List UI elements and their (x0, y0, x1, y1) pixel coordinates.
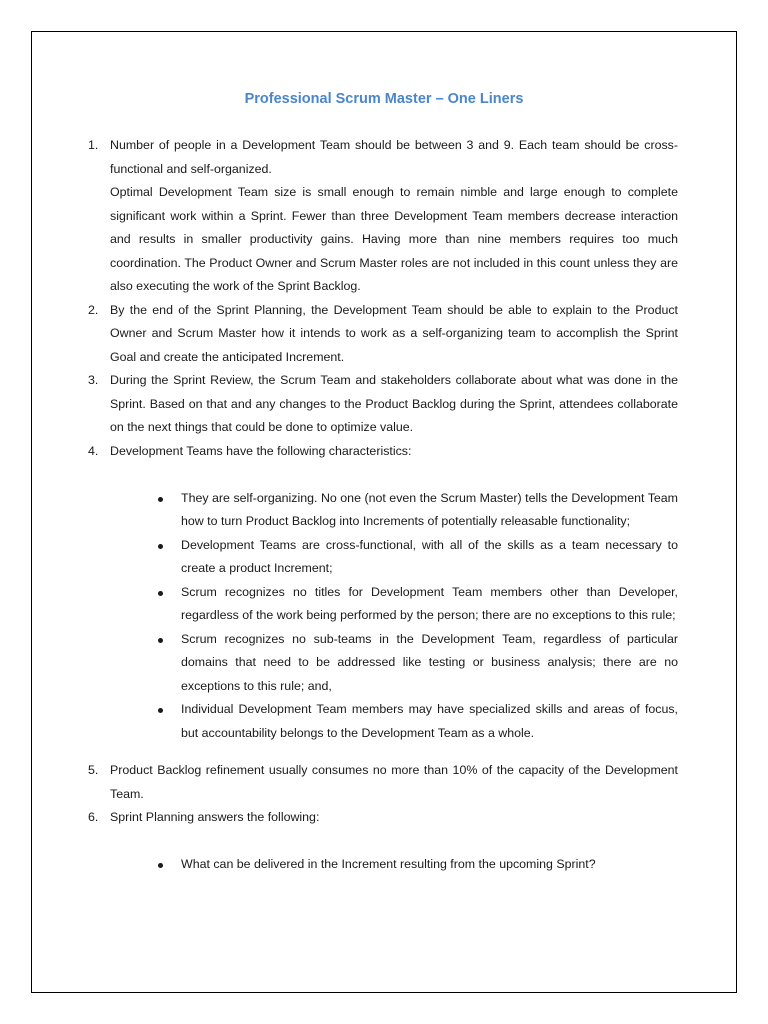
item-text-continued: Optimal Development Team size is small enough to remain nimble and large enough to complete significant work within a Sprint. Fewer than three Development Team members decrease interaction and results in smaller productivity gains. Having more than nine members requires too much coordination. The Product Owner and Scrum Master roles are not included in this count unless they are also executing the work of the Sprint Backlog. (110, 185, 678, 293)
list-item-4 (82, 440, 678, 760)
list-item-1 (82, 134, 678, 299)
bullet-item (110, 581, 678, 628)
bullet-text: They are self-organizing. No one (not even the Scrum Master) tells the Development Team how to turn Product Backlog into Increments of potentially releasable functionality; (181, 490, 678, 528)
item-number: 2. (88, 302, 99, 317)
bullet-text: What can be delivered in the Increment resulting from the upcoming Sprint? (181, 857, 596, 871)
item-number: 3. (88, 373, 99, 387)
item-number: 4. (88, 443, 99, 458)
bullet-text: Development Teams are cross-functional, with all of the skills as a team necessary to create a product Increment; (181, 537, 678, 575)
bullet-dot-icon (158, 708, 163, 713)
item-text: Development Teams have the following characteristics: (110, 443, 412, 458)
item-text: Sprint Planning answers the following: (110, 810, 320, 824)
list-item-5 (82, 759, 678, 806)
item-number: 5. (88, 763, 99, 777)
bullet-text: Scrum recognizes no titles for Development Team members other than Developer, regardless of the work being performed by the person; there are no exceptions to this rule; (181, 584, 678, 622)
item-text: Product Backlog refinement usually consumes no more than 10% of the capacity of the Development Team. (110, 763, 678, 801)
item-text: Number of people in a Development Team should be between 3 and 9. Each team should be cross-functional and self-organized. (110, 138, 678, 176)
item-number: 1. (88, 138, 99, 152)
bullet-item (110, 628, 678, 699)
bullet-item (110, 698, 678, 745)
list-item-6 (82, 806, 678, 877)
item-number: 6. (88, 810, 99, 824)
bullet-dot-icon (158, 591, 163, 596)
bullet-item (110, 534, 678, 581)
bullet-item (110, 853, 678, 877)
item-text: By the end of the Sprint Planning, the Development Team should be able to explain to the Product Owner and Scrum Master how it intends to work as a self-organizing team to accomplish the Sprint Goal and create the anticipated Increment. (110, 302, 678, 364)
document-title: Professional Scrum Master – One Liners (244, 91, 524, 107)
bullet-dot-icon (158, 863, 163, 868)
item-text: During the Sprint Review, the Scrum Team and stakeholders collaborate about what was done in the Sprint. Based on that and any changes to the Product Backlog during the Sprint, attendees collaborate on the next things that could be done to optimize value. (110, 373, 678, 434)
bullet-list (110, 487, 678, 746)
list-item-3 (82, 369, 678, 440)
numbered-list (82, 134, 678, 877)
list-item-2 (82, 299, 678, 370)
bullet-dot-icon (158, 497, 163, 502)
bullet-dot-icon (158, 544, 163, 549)
bullet-text: Individual Development Team members may have specialized skills and areas of focus, but accountability belongs to the Development Team as a whole. (181, 702, 678, 740)
bullet-dot-icon (158, 638, 163, 643)
bullet-item (110, 487, 678, 534)
bullet-list (110, 853, 678, 877)
bullet-text: Scrum recognizes no sub-teams in the Development Team, regardless of particular domains that need to be addressed like testing or business analysis; there are no exceptions to this rule; and, (181, 631, 678, 693)
